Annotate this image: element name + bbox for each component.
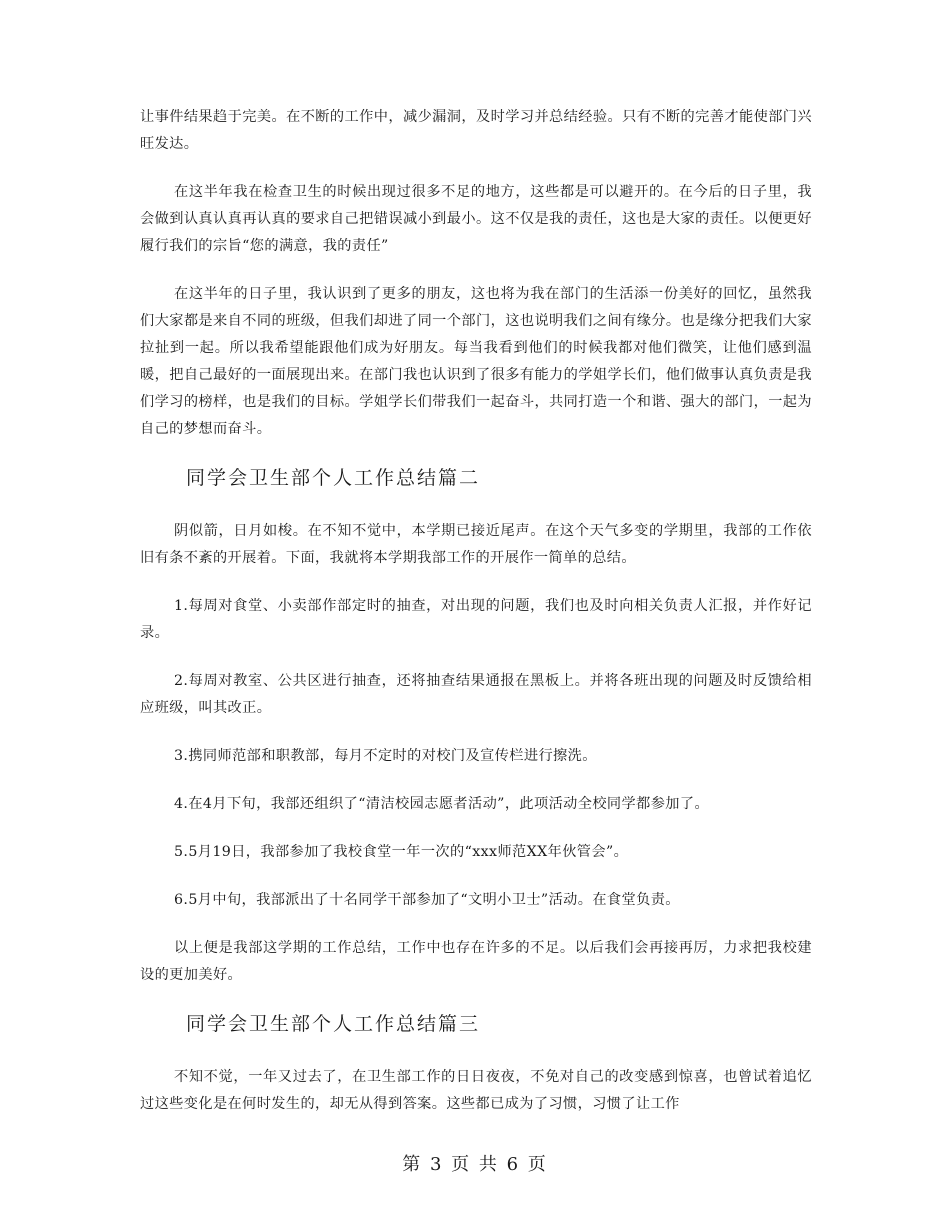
list-item: 1.每周对食堂、小卖部作部定时的抽查，对出现的问题，我们也及时向相关负责人汇报，并作好记录。	[140, 598, 812, 641]
list-item: 5.5月19日，我部参加了我校食堂一年一次的“xxx师范XX年伙管会”。	[174, 844, 629, 860]
paragraph: 让事件结果趋于完美。在不断的工作中，减少漏洞，及时学习并总结经验。只有不断的完善才能使部门兴旺发达。	[140, 109, 812, 152]
paragraph: 在这半年我在检查卫生的时候出现过很多不足的地方，这些都是可以避开的。在今后的日子里，我会做到认真认真再认真的要求自己把错误减小到最小。这不仅是我的责任，这也是大家的责任。以便更好履行我们的宗旨“您的满意，我的责任”	[140, 184, 812, 254]
list-item: 4.在4月下旬，我部还组织了“清洁校园志愿者活动”，此项活动全校同学都参加了。	[174, 796, 710, 812]
paragraph: 不知不觉，一年又过去了，在卫生部工作的日日夜夜，不免对自己的改变感到惊喜，也曾试着追忆过这些变化是在何时发生的，却无从得到答案。这些都已成为了习惯，习惯了让工作	[140, 1069, 812, 1112]
paragraph: 阴似箭，日月如梭。在不知不觉中，本学期已接近尾声。在这个天气多变的学期里，我部的工作依旧有条不紊的开展着。下面，我就将本学期我部工作的开展作一简单的总结。	[140, 523, 812, 566]
page-number-footer: 第 3 页 共 6 页	[402, 1154, 548, 1175]
paragraph: 以上便是我部这学期的工作总结，工作中也存在许多的不足。以后我们会再接再厉，力求把我校建设的更加美好。	[140, 940, 812, 983]
list-item: 3.携同师范部和职教部，每月不定时的对校门及宣传栏进行擦洗。	[174, 748, 597, 764]
document-body	[140, 104, 812, 1139]
section-heading: 同学会卫生部个人工作总结篇三	[186, 1013, 481, 1035]
list-item: 6.5月中旬，我部派出了十名同学干部参加了“文明小卫士”活动。在食堂负责。	[174, 892, 680, 908]
paragraph: 在这半年的日子里，我认识到了更多的朋友，这也将为我在部门的生活添一份美好的回忆，虽然我们大家都是来自不同的班级，但我们却进了同一个部门，这也说明我们之间有缘分。也是缘分把我们大家拉扯到一起。所以我希望能跟他们成为好朋友。每当我看到他们的时候我都对他们微笑，让他们感到温暖，把自己最好的一面展现出来。在部门我也认识到了很多有能力的学姐学长们，他们做事认真负责是我们学习的榜样，也是我们的目标。学姐学长们带我们一起奋斗，共同打造一个和谐、强大的部门，一起为自己的梦想而奋斗。	[140, 286, 812, 437]
section-heading: 同学会卫生部个人工作总结篇二	[186, 467, 481, 489]
list-item: 2.每周对教室、公共区进行抽查，还将抽查结果通报在黑板上。并将各班出现的问题及时反馈给相应班级，叫其改正。	[140, 673, 812, 716]
